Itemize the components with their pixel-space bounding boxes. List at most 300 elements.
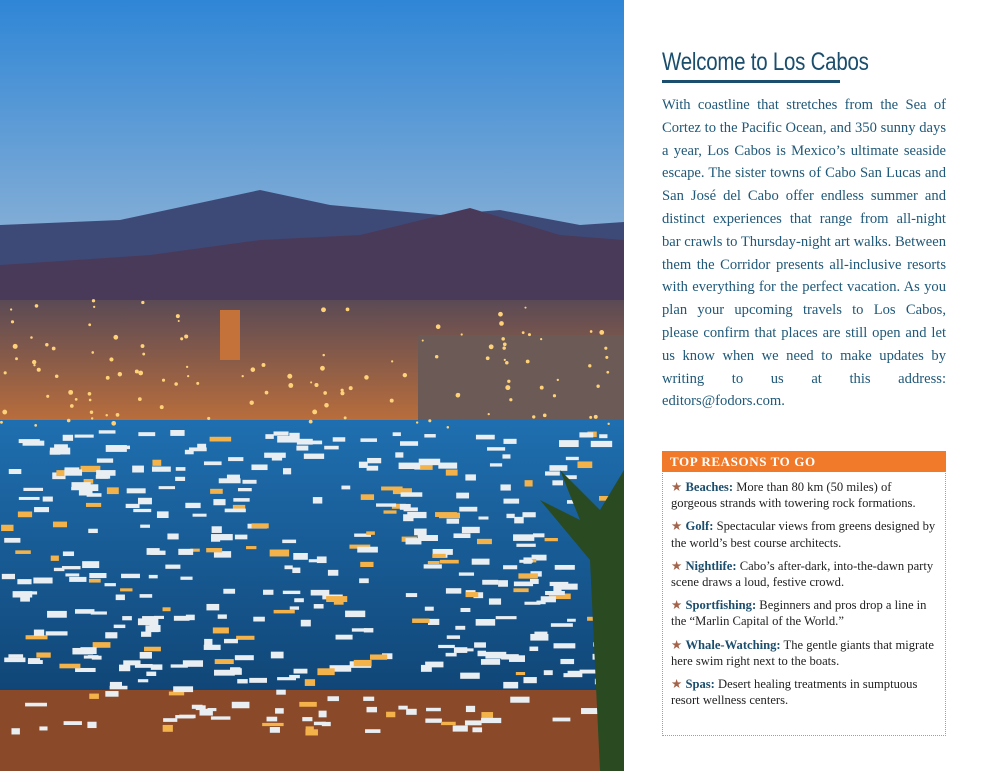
boat-shape [75,668,96,672]
boat-shape [294,669,308,674]
boat-shape [519,560,532,563]
city-light [435,355,438,358]
boat-shape [272,457,282,461]
boat-shape [147,548,160,555]
reason-term: Spas: [685,677,715,692]
city-light [486,356,490,360]
boat-shape [210,437,232,442]
boat-shape [82,561,99,568]
boat-shape [440,560,459,564]
boat-shape [253,617,265,622]
boat-shape [406,593,417,597]
boat-shape [522,512,535,517]
boat-shape [555,565,575,570]
boat-shape [34,507,49,512]
city-light [498,312,503,317]
boat-shape [367,707,377,712]
boat-shape [428,619,439,625]
city-light [105,414,107,416]
star-icon: ★ [671,677,683,692]
city-light [505,385,510,390]
boat-shape [455,626,465,630]
boat-shape [481,712,493,719]
city-light [37,368,41,372]
boat-shape [145,625,158,632]
star-icon: ★ [671,519,683,534]
boat-shape [206,548,222,552]
city-light [138,371,143,376]
boat-shape [553,718,571,722]
boat-shape [146,672,156,676]
boat-shape [88,529,98,533]
city-light [456,393,461,398]
boat-shape [446,588,461,593]
top-reasons-heading: TOP REASONS TO GO [662,451,946,472]
boat-shape [63,551,74,556]
boat-shape [360,438,377,442]
boat-shape [105,632,117,638]
boat-shape [140,652,152,659]
boat-shape [428,561,440,564]
boat-shape [89,573,106,578]
boat-shape [270,550,289,557]
boat-shape [54,568,65,571]
boat-shape [212,526,222,533]
boat-shape [208,708,217,711]
city-light [88,323,91,326]
boat-shape [313,497,322,503]
boat-shape [132,466,144,473]
city-light [30,336,33,339]
boat-shape [75,435,94,438]
boat-shape [215,659,234,664]
boat-shape [1,525,13,531]
boat-shape [544,670,553,675]
city-light [92,299,95,302]
boat-shape [193,514,207,517]
reason-text: Cabo’s after-dark, into-the-dawn party scene draws a loud, festive crowd. [671,558,934,590]
boat-shape [500,484,510,490]
city-light [447,426,450,429]
reason-term: Beaches: [685,480,734,494]
boat-shape [149,575,158,578]
star-icon: ★ [671,480,683,494]
boat-shape [218,614,227,618]
boat-shape [341,486,350,490]
boat-shape [302,717,312,721]
city-light [91,417,93,419]
city-light [178,320,180,322]
city-light [138,397,142,401]
boat-shape [554,643,576,648]
city-light [605,356,608,359]
boat-shape [438,463,457,469]
boat-shape [235,655,254,660]
boat-shape [2,574,15,579]
city-light [109,357,113,361]
boat-shape [513,588,528,592]
boat-shape [292,568,300,573]
boat-shape [424,564,442,568]
city-light [207,417,210,420]
boat-shape [213,499,225,505]
boat-shape [432,554,445,558]
boat-shape [51,556,59,561]
boat-shape [459,507,477,512]
boat-shape [566,457,579,460]
boat-shape [478,517,488,520]
boat-shape [34,630,44,636]
boat-shape [87,722,96,728]
boat-shape [503,682,518,689]
boat-shape [441,722,456,725]
boat-shape [462,527,480,533]
boat-shape [314,604,324,609]
boat-shape [425,718,442,722]
boat-shape [228,457,243,461]
city-light [607,423,609,425]
city-light [89,399,92,402]
boat-shape [370,654,387,659]
city-light [55,374,59,378]
boat-shape [304,454,324,459]
city-light [184,334,188,338]
boat-shape [28,658,40,661]
boat-shape [53,522,67,528]
city-light [162,379,165,382]
city-light [321,307,326,312]
boat-shape [163,607,171,611]
page-title: Welcome to Los Cabos [662,48,869,76]
city-light [461,333,463,335]
boat-shape [498,580,508,587]
boat-shape [407,512,426,518]
boat-shape [119,665,130,672]
city-light [596,385,599,388]
city-light [526,360,530,364]
boat-shape [64,721,82,725]
boat-shape [246,546,256,549]
city-light [34,424,37,427]
city-light [310,381,312,383]
boat-shape [333,437,346,441]
boat-shape [285,565,293,569]
city-light [75,398,78,401]
boat-shape [567,619,576,622]
boat-shape [282,540,296,543]
top-reasons-box [662,451,946,736]
boat-shape [425,607,434,611]
city-light [324,403,329,408]
boat-shape [376,503,396,506]
boat-shape [296,446,308,451]
boat-shape [360,562,373,567]
boat-shape [472,559,490,565]
city-light [52,347,56,351]
city-light [501,337,505,341]
city-light [176,314,180,318]
boat-shape [126,504,140,508]
boat-shape [238,488,252,491]
boat-shape [185,503,200,508]
boat-shape [8,654,23,657]
boat-shape [110,446,130,450]
boat-shape [122,616,132,620]
city-light [346,308,350,312]
city-light [489,344,494,349]
boat-shape [75,609,94,614]
boat-shape [265,434,273,439]
city-light [391,360,393,362]
city-light [186,366,188,368]
boat-shape [93,642,111,648]
boat-shape [165,565,180,569]
city-light [4,371,7,374]
boat-shape [545,471,560,475]
boat-shape [549,465,567,471]
boat-shape [400,504,411,510]
boat-shape [138,498,152,505]
city-light [503,342,507,346]
boat-shape [180,577,192,580]
boat-shape [219,478,241,483]
boat-shape [242,480,256,484]
city-light [422,339,424,341]
boat-shape [453,725,468,731]
boat-shape [367,458,381,463]
boat-shape [481,718,501,723]
boat-shape [71,482,90,487]
city-light [93,306,95,308]
boat-shape [530,634,548,641]
boat-shape [105,691,118,697]
boat-shape [482,580,498,585]
city-light [91,351,94,354]
boat-shape [523,677,536,683]
boat-shape [459,572,474,575]
boat-shape [438,645,455,648]
boat-shape [107,487,119,494]
boat-shape [328,570,338,576]
city-light [528,333,531,336]
boat-shape [62,566,81,569]
boat-shape [163,718,177,722]
city-light [2,410,7,415]
boat-shape [406,709,417,715]
boat-shape [114,625,126,628]
boat-shape [110,686,128,690]
boat-shape [426,708,441,711]
boat-shape [357,547,378,553]
star-icon: ★ [671,598,683,613]
boat-shape [175,477,185,481]
city-light [288,383,293,388]
boat-shape [478,651,487,657]
boat-shape [9,469,22,474]
boat-shape [127,488,146,493]
intro-paragraph: With coastline that stretches from the Sea of Cortez to the Pacific Ocean, and 350 sunny days a year, Los Cabos is Mexico’s ultimate seaside escape. The sister towns of Cabo San Lucas and San José del Cabo offer endless summer and distinct experiences that range from all-night bar crawls to Thursday-night art walks. Between them the Corridor presents all-inclusive resorts with everything for the perfect vacation. As you plan your upcoming travels to Los Cabos, please confirm that places are still open and let us know when we need to make updates by writing to us at this address: editors@fodors.com. [662,97,946,410]
boat-shape [456,493,469,499]
boat-shape [23,488,43,491]
boat-shape [65,573,79,576]
boat-shape [4,538,20,543]
reason-term: Whale-Watching: [685,637,781,652]
boat-shape [477,539,492,544]
boat-shape [294,598,304,602]
boat-shape [4,658,25,663]
boat-shape [163,725,173,732]
boat-shape [319,711,327,718]
city-light [323,391,327,395]
boat-shape [552,480,563,485]
reason-text: Beginners and pros drop a line in the “Marlin Capital of the World.” [671,598,927,629]
boat-shape [251,464,267,470]
boat-shape [460,673,480,679]
boat-shape [173,686,193,692]
boat-shape [322,722,331,726]
boat-shape [204,645,221,650]
boat-shape [525,480,533,486]
city-light [90,411,93,414]
boat-shape [167,534,178,540]
boat-shape [214,670,235,676]
city-light [314,383,318,387]
boat-shape [496,616,517,619]
boat-shape [386,712,395,718]
boat-shape [503,499,519,504]
boat-shape [466,592,479,597]
city-light [532,415,535,418]
boat-shape [233,498,249,502]
boat-shape [400,441,418,446]
boat-shape [140,594,153,598]
boat-shape [401,492,423,496]
boat-shape [174,616,190,621]
city-light [594,415,598,419]
boat-shape [317,668,334,675]
boat-shape [516,672,525,675]
boat-shape [599,434,607,438]
boat-shape [270,727,280,733]
boat-shape [263,590,273,595]
city-light [262,363,266,367]
boat-shape [506,514,514,518]
boat-shape [289,433,299,439]
boat-shape [99,430,116,433]
boat-shape [305,679,315,686]
boat-shape [206,604,219,610]
city-light [540,338,542,340]
boat-shape [518,573,537,578]
city-light [10,308,12,310]
city-light [118,372,122,376]
boat-shape [224,639,238,643]
city-light [113,335,118,340]
boat-shape [89,579,101,583]
city-light [320,366,325,371]
boat-shape [474,642,486,647]
boat-shape [551,623,573,627]
boat-shape [159,486,175,489]
boat-shape [59,664,80,669]
reason-term: Golf: [685,519,714,534]
boat-shape [120,588,132,591]
boat-shape [530,579,539,584]
boat-shape [211,534,233,540]
boat-shape [210,489,223,494]
boat-shape [553,585,561,591]
city-light [46,395,49,398]
city-light [504,359,506,361]
city-light [553,394,556,397]
boat-shape [481,659,500,665]
boat-shape [591,441,612,447]
boat-shape [267,717,278,722]
boat-shape [227,475,240,479]
boat-shape [446,470,458,476]
boat-shape [503,565,517,569]
boat-shape [364,628,374,632]
boat-shape [489,598,501,604]
boat-shape [277,677,296,680]
boat-shape [97,458,113,462]
boat-shape [276,690,285,695]
boat-shape [121,574,140,578]
boat-shape [18,512,32,518]
city-light [589,416,592,419]
reason-text: Spectacular views from greens designed by the world’s best course architects. [671,519,936,550]
boat-shape [381,487,402,491]
boat-shape [152,460,161,466]
boat-shape [414,529,427,536]
boat-shape [336,635,353,640]
city-light [428,419,431,422]
boat-shape [384,510,397,513]
boat-shape [424,434,435,437]
city-light [135,369,139,373]
boat-shape [170,430,184,436]
city-light [522,331,525,334]
reason-text: Desert healing treatments in sumptuous resort wellness centers. [671,677,918,708]
city-light [340,391,344,395]
boat-shape [249,678,267,683]
boat-shape [274,610,295,613]
boat-shape [393,432,401,436]
boat-shape [196,705,206,710]
boat-shape [447,519,460,524]
boat-shape [524,602,540,605]
city-light [524,307,526,309]
city-light [116,413,120,417]
city-light [349,386,353,390]
boat-shape [545,591,565,595]
city-light [160,405,164,409]
boat-shape [476,435,495,440]
boat-shape [152,467,171,472]
city-light [507,380,510,383]
boat-shape [72,648,93,654]
boat-shape [503,439,516,444]
boat-shape [33,578,52,584]
star-icon: ★ [671,637,683,652]
boat-shape [15,550,31,554]
boat-shape [252,523,269,528]
city-light [15,357,18,360]
boat-shape [169,692,184,696]
city-light [32,360,36,364]
title-underline [662,80,840,83]
boat-shape [559,440,579,447]
